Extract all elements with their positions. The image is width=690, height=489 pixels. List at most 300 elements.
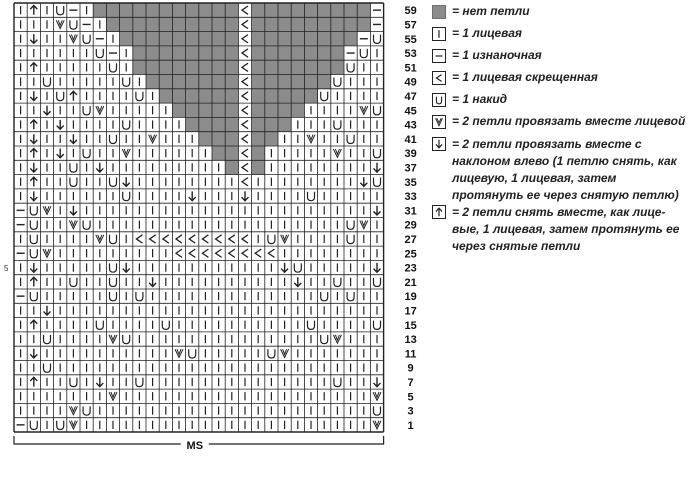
cell-yarn-over-r43c9 bbox=[123, 120, 130, 129]
cell-k2tog-left-r23c9 bbox=[123, 263, 130, 272]
cell-no-stitch-r55c25 bbox=[331, 32, 344, 46]
cell-k2tog-left-r21c11 bbox=[149, 277, 156, 286]
cell-no-stitch-r51c14 bbox=[186, 60, 199, 74]
cell-no-stitch-r49c20 bbox=[265, 75, 278, 89]
cell-yarn-over-r55c28 bbox=[374, 35, 381, 44]
cell-k2tog-left-r23c21 bbox=[281, 263, 288, 272]
cell-no-stitch-r47c15 bbox=[199, 89, 212, 103]
cell-no-stitch-r45c16 bbox=[212, 103, 225, 117]
cell-no-stitch-r49c19 bbox=[252, 75, 265, 89]
cell-no-stitch-r47c14 bbox=[186, 89, 199, 103]
cell-no-stitch-r59c11 bbox=[146, 3, 159, 17]
cell-no-stitch-r59c9 bbox=[120, 3, 133, 17]
cell-k2tog-r41c11 bbox=[149, 135, 157, 143]
legend-label-k2tog-left: = 2 петли провязать вместе с наклоном влево (1 петлю снять, как лицевую, 1 лицевая, затем протянуть ее через снятую петлю) bbox=[452, 137, 679, 202]
cell-no-stitch-r57c8 bbox=[106, 17, 119, 31]
cell-k2tog-left-r55c2 bbox=[30, 34, 37, 43]
cell-yarn-over-r47c4 bbox=[57, 92, 64, 101]
cell-knit-tbl-r25c15 bbox=[202, 249, 208, 257]
cell-k2tog-r41c23 bbox=[307, 135, 315, 143]
cell-no-stitch-r51c10 bbox=[133, 60, 146, 74]
cell-k2tog-r3c5 bbox=[69, 406, 77, 414]
cell-yarn-over-r19c10 bbox=[136, 292, 143, 301]
cell-no-stitch-r53c11 bbox=[146, 46, 159, 60]
legend-item-purl bbox=[432, 48, 690, 70]
cell-no-stitch-r51c15 bbox=[199, 60, 212, 74]
cell-no-stitch-r55c14 bbox=[186, 32, 199, 46]
cell-k2tog-left-r11c2 bbox=[30, 349, 37, 358]
cell-no-stitch-r47c22 bbox=[291, 89, 304, 103]
cell-no-stitch-r43c15 bbox=[199, 117, 212, 131]
cell-yarn-over-r21c28 bbox=[374, 278, 381, 287]
cell-knit-tbl-r27c13 bbox=[176, 235, 182, 243]
cell-no-stitch-r45c21 bbox=[278, 103, 291, 117]
cell-yarn-over-r29c2 bbox=[30, 221, 37, 230]
cell-knit-tbl-r27c14 bbox=[189, 235, 195, 243]
cell-yarn-over-r13c24 bbox=[321, 335, 328, 344]
cell-yarn-over-r39c28 bbox=[374, 149, 381, 158]
cell-yarn-over-r21c8 bbox=[110, 278, 117, 287]
cell-no-stitch-r37c19 bbox=[252, 160, 265, 174]
cell-k2tog-r57c4 bbox=[56, 20, 64, 28]
cell-no-stitch-r57c10 bbox=[133, 17, 146, 31]
cell-no-stitch-r59c12 bbox=[159, 3, 172, 17]
cell-no-stitch-r53c19 bbox=[252, 46, 265, 60]
cell-knit-tbl-r25c20 bbox=[268, 249, 274, 257]
no-stitch-icon bbox=[432, 5, 446, 19]
cell-yarn-over-r43c25 bbox=[334, 120, 341, 129]
cell-no-stitch-r59c22 bbox=[291, 3, 304, 17]
cell-yarn-over-r49c3 bbox=[44, 78, 51, 87]
cell-k2tog-r1c28 bbox=[373, 421, 381, 429]
cell-k2tog-r5c28 bbox=[373, 392, 381, 400]
cell-no-stitch-r41c19 bbox=[252, 132, 265, 146]
cell-knit-tbl-r49c18 bbox=[242, 78, 248, 86]
cell-no-stitch-r47c21 bbox=[278, 89, 291, 103]
cell-knit-tbl-r35c18 bbox=[242, 178, 248, 186]
cell-yarn-over-r7c5 bbox=[70, 378, 77, 387]
cell-yarn-over-r25c2 bbox=[30, 249, 37, 258]
cell-no-stitch-r51c16 bbox=[212, 60, 225, 74]
cell-yarn-over-r15c12 bbox=[162, 321, 169, 330]
cell-yarn-over-r27c2 bbox=[30, 235, 37, 244]
cell-yarn-over-r33c23 bbox=[308, 192, 315, 201]
cell-no-stitch-r55c12 bbox=[159, 32, 172, 46]
cell-no-stitch-r57c12 bbox=[159, 17, 172, 31]
cell-yarn-over-r21c5 bbox=[70, 278, 77, 287]
cell-k2tog-left-r45c3 bbox=[44, 106, 51, 115]
cell-no-stitch-r45c13 bbox=[172, 103, 185, 117]
cell-knit-tbl-r27c17 bbox=[229, 235, 235, 243]
cell-sk2p-r47c5 bbox=[70, 91, 77, 100]
cell-yarn-over-r13c9 bbox=[123, 335, 130, 344]
cell-knit-tbl-r25c14 bbox=[189, 249, 195, 257]
legend-item-knit bbox=[432, 26, 690, 48]
cell-yarn-over-r45c28 bbox=[374, 106, 381, 115]
row-number-53: 53 bbox=[404, 48, 417, 61]
cell-no-stitch-r45c19 bbox=[252, 103, 265, 117]
cell-no-stitch-r59c27 bbox=[357, 3, 370, 17]
cell-yarn-over-r33c9 bbox=[123, 192, 130, 201]
cell-no-stitch-r53c23 bbox=[304, 46, 317, 60]
cell-sk2p-r43c2 bbox=[30, 120, 37, 129]
k2tog-left-icon bbox=[432, 137, 446, 151]
row-number-33: 33 bbox=[404, 191, 417, 204]
cell-no-stitch-r51c17 bbox=[225, 60, 238, 74]
cell-yarn-over-r45c6 bbox=[83, 106, 90, 115]
cell-no-stitch-r59c26 bbox=[344, 3, 357, 17]
cell-k2tog-left-r31c5 bbox=[70, 206, 77, 215]
cell-yarn-over-r51c26 bbox=[347, 63, 354, 72]
cell-k2tog-left-r33c14 bbox=[189, 191, 196, 200]
cell-yarn-over-r7c10 bbox=[136, 378, 143, 387]
cell-no-stitch-r53c12 bbox=[159, 46, 172, 60]
cell-yarn-over-r39c6 bbox=[83, 149, 90, 158]
cell-yarn-over-r27c20 bbox=[268, 235, 275, 244]
cell-no-stitch-r57c27 bbox=[357, 17, 370, 31]
cell-yarn-over-r11c20 bbox=[268, 349, 275, 358]
cell-yarn-over-r15c23 bbox=[308, 321, 315, 330]
cell-k2tog-r27c21 bbox=[281, 235, 289, 243]
cell-no-stitch-r43c21 bbox=[278, 117, 291, 131]
legend-item-k2tog-left bbox=[432, 136, 690, 204]
cell-no-stitch-r57c25 bbox=[331, 17, 344, 31]
cell-k2tog-left-r35c27 bbox=[360, 177, 367, 186]
cell-no-stitch-r43c19 bbox=[252, 117, 265, 131]
row-number-3: 3 bbox=[407, 405, 414, 418]
cell-knit-tbl-r51c18 bbox=[242, 63, 248, 71]
cell-no-stitch-r53c16 bbox=[212, 46, 225, 60]
cell-k2tog-r39c9 bbox=[122, 149, 130, 157]
cell-knit-tbl-r41c18 bbox=[242, 135, 248, 143]
cell-no-stitch-r57c17 bbox=[225, 17, 238, 31]
cell-no-stitch-r59c13 bbox=[172, 3, 185, 17]
cell-k2tog-r55c5 bbox=[69, 35, 77, 43]
cell-k2tog-r25c3 bbox=[43, 249, 51, 257]
row-number-37: 37 bbox=[404, 162, 417, 175]
cell-yarn-over-r19c2 bbox=[30, 292, 37, 301]
cell-k2tog-r45c7 bbox=[96, 106, 104, 114]
cell-k2tog-left-r31c28 bbox=[374, 206, 381, 215]
cell-k2tog-r29c5 bbox=[69, 221, 77, 229]
cell-no-stitch-r49c22 bbox=[291, 75, 304, 89]
row-number-5: 5 bbox=[407, 391, 414, 404]
cell-no-stitch-r51c23 bbox=[304, 60, 317, 74]
cell-no-stitch-r59c17 bbox=[225, 3, 238, 17]
cell-no-stitch-r49c11 bbox=[146, 75, 159, 89]
cell-knit-tbl-r47c18 bbox=[242, 92, 248, 100]
row-number-59: 59 bbox=[404, 5, 417, 18]
cell-k2tog-r11c21 bbox=[281, 349, 289, 357]
cell-sk2p-r51c2 bbox=[30, 63, 37, 72]
cell-knit-tbl-r55c18 bbox=[242, 35, 248, 43]
cell-no-stitch-r55c16 bbox=[212, 32, 225, 46]
cell-no-stitch-r59c21 bbox=[278, 3, 291, 17]
cell-knit-tbl-r53c18 bbox=[242, 49, 248, 57]
row-number-7: 7 bbox=[407, 376, 414, 389]
cell-no-stitch-r45c22 bbox=[291, 103, 304, 117]
cell-yarn-over-r55c6 bbox=[83, 35, 90, 44]
cell-no-stitch-r57c22 bbox=[291, 17, 304, 31]
cell-yarn-over-r57c5 bbox=[70, 20, 77, 29]
cell-k2tog-left-r35c9 bbox=[123, 177, 130, 186]
cell-no-stitch-r49c15 bbox=[199, 75, 212, 89]
knit-tbl-icon bbox=[432, 71, 446, 85]
row-number-51: 51 bbox=[404, 62, 417, 75]
knit-icon bbox=[432, 27, 446, 41]
cell-no-stitch-r57c21 bbox=[278, 17, 291, 31]
row-number-23: 23 bbox=[404, 262, 417, 275]
cell-no-stitch-r59c19 bbox=[252, 3, 265, 17]
cell-no-stitch-r47c23 bbox=[304, 89, 317, 103]
cell-knit-tbl-r45c18 bbox=[242, 106, 248, 114]
cell-no-stitch-r45c15 bbox=[199, 103, 212, 117]
cell-k2tog-left-r43c4 bbox=[57, 120, 64, 129]
cell-no-stitch-r59c10 bbox=[133, 3, 146, 17]
cell-yarn-over-r1c4 bbox=[57, 421, 64, 430]
cell-no-stitch-r47c12 bbox=[159, 89, 172, 103]
cell-yarn-over-r23c22 bbox=[294, 263, 301, 272]
cell-k2tog-left-r37c2 bbox=[30, 163, 37, 172]
row-number-25: 25 bbox=[404, 248, 417, 261]
row-number-39: 39 bbox=[404, 148, 417, 161]
cell-sk2p-r35c2 bbox=[30, 177, 37, 186]
cell-no-stitch-r55c24 bbox=[318, 32, 331, 46]
cell-k2tog-left-r23c28 bbox=[374, 263, 381, 272]
cell-yarn-over-r19c26 bbox=[347, 292, 354, 301]
cell-yarn-over-r7c25 bbox=[334, 378, 341, 387]
cell-no-stitch-r47c17 bbox=[225, 89, 238, 103]
cell-sk2p-r21c2 bbox=[30, 277, 37, 286]
cell-no-stitch-r55c17 bbox=[225, 32, 238, 46]
cell-yarn-over-r49c9 bbox=[123, 78, 130, 87]
cell-yarn-over-r49c25 bbox=[334, 78, 341, 87]
row-number-47: 47 bbox=[404, 90, 417, 103]
legend-label-knit-tbl: = 1 лицевая скрещенная bbox=[452, 70, 598, 84]
cell-k2tog-left-r39c4 bbox=[57, 149, 64, 158]
cell-k2tog-r31c3 bbox=[43, 206, 51, 214]
cell-no-stitch-r59c16 bbox=[212, 3, 225, 17]
cell-no-stitch-r57c26 bbox=[344, 17, 357, 31]
cell-yarn-over-r53c7 bbox=[96, 49, 103, 58]
row-number-31: 31 bbox=[404, 205, 417, 218]
cell-no-stitch-r49c23 bbox=[304, 75, 317, 89]
cell-no-stitch-r57c9 bbox=[120, 17, 133, 31]
cell-no-stitch-r45c17 bbox=[225, 103, 238, 117]
cell-k2tog-left-r37c7 bbox=[96, 163, 103, 172]
cell-k2tog-r29c27 bbox=[360, 221, 368, 229]
legend-label-k2tog: = 2 петли провязать вместе лицевой bbox=[452, 114, 686, 128]
row-number-17: 17 bbox=[404, 305, 417, 318]
cell-knit-tbl-r25c19 bbox=[255, 249, 261, 257]
row-number-35: 35 bbox=[404, 176, 417, 189]
cell-no-stitch-r53c14 bbox=[186, 46, 199, 60]
cell-k2tog-left-r7c7 bbox=[96, 377, 103, 386]
row-number-21: 21 bbox=[404, 276, 417, 289]
cell-no-stitch-r57c24 bbox=[318, 17, 331, 31]
row-number-45: 45 bbox=[404, 105, 417, 118]
legend-label-knit: = 1 лицевая bbox=[452, 26, 522, 40]
cell-k2tog-left-r41c5 bbox=[70, 134, 77, 143]
cell-k2tog-left-r21c22 bbox=[294, 277, 301, 286]
cell-no-stitch-r59c8 bbox=[106, 3, 119, 17]
cell-no-stitch-r59c23 bbox=[304, 3, 317, 17]
cell-no-stitch-r55c13 bbox=[172, 32, 185, 46]
cell-no-stitch-r59c25 bbox=[331, 3, 344, 17]
cell-k2tog-r27c7 bbox=[96, 235, 104, 243]
cell-no-stitch-r55c11 bbox=[146, 32, 159, 46]
cell-knit-tbl-r25c13 bbox=[176, 249, 182, 257]
cell-no-stitch-r51c13 bbox=[172, 60, 185, 74]
cell-knit-tbl-r27c18 bbox=[242, 235, 248, 243]
cell-no-stitch-r47c16 bbox=[212, 89, 225, 103]
row-number-1: 1 bbox=[407, 419, 414, 432]
cell-no-stitch-r51c21 bbox=[278, 60, 291, 74]
cell-no-stitch-r47c13 bbox=[172, 89, 185, 103]
cell-k2tog-r11c13 bbox=[175, 349, 183, 357]
cell-knit-tbl-r43c18 bbox=[242, 120, 248, 128]
cell-no-stitch-r49c12 bbox=[159, 75, 172, 89]
cell-k2tog-r39c25 bbox=[333, 149, 341, 157]
cell-knit-tbl-r27c11 bbox=[150, 235, 156, 243]
cell-k2tog-r1c5 bbox=[69, 421, 77, 429]
row-number-15: 15 bbox=[404, 319, 417, 332]
legend-item-yarn-over bbox=[432, 92, 690, 114]
cell-knit-tbl-r27c10 bbox=[136, 235, 142, 243]
cell-yarn-over-r27c26 bbox=[347, 235, 354, 244]
cell-no-stitch-r41c20 bbox=[265, 132, 278, 146]
legend-item-k2tog bbox=[432, 114, 690, 136]
legend-label-sk2p: = 2 петли снять вместе, как лице-вые, 1 лицевая, затем протянуть ее через снятые петли bbox=[452, 205, 680, 253]
legend bbox=[432, 4, 690, 255]
cell-knit-tbl-r25c17 bbox=[229, 249, 235, 257]
cell-k2tog-left-r33c2 bbox=[30, 191, 37, 200]
cell-no-stitch-r47c20 bbox=[265, 89, 278, 103]
cell-no-stitch-r57c16 bbox=[212, 17, 225, 31]
cell-yarn-over-r19c24 bbox=[321, 292, 328, 301]
cell-knit-tbl-r57c18 bbox=[242, 20, 248, 28]
cell-no-stitch-r59c20 bbox=[265, 3, 278, 17]
cell-knit-tbl-r25c18 bbox=[242, 249, 248, 257]
cell-no-stitch-r57c20 bbox=[265, 17, 278, 31]
row-number-49: 49 bbox=[404, 76, 417, 89]
cell-no-stitch-r39c16 bbox=[212, 146, 225, 160]
legend-item-sk2p bbox=[432, 204, 690, 255]
cell-no-stitch-r53c17 bbox=[225, 46, 238, 60]
cell-knit-tbl-r37c18 bbox=[242, 163, 248, 171]
cell-no-stitch-r53c10 bbox=[133, 46, 146, 60]
cell-no-stitch-r39c19 bbox=[252, 146, 265, 160]
cell-k2tog-left-r47c2 bbox=[30, 91, 37, 100]
cell-no-stitch-r57c11 bbox=[146, 17, 159, 31]
yarn-over-icon bbox=[432, 93, 446, 107]
cell-no-stitch-r55c20 bbox=[265, 32, 278, 46]
cell-no-stitch-r59c7 bbox=[93, 3, 106, 17]
cell-yarn-over-r23c8 bbox=[110, 263, 117, 272]
cell-k2tog-left-r41c2 bbox=[30, 134, 37, 143]
cell-yarn-over-r35c8 bbox=[110, 178, 117, 187]
cell-no-stitch-r57c23 bbox=[304, 17, 317, 31]
cell-no-stitch-r43c16 bbox=[212, 117, 225, 131]
cell-yarn-over-r41c8 bbox=[110, 135, 117, 144]
cell-yarn-over-r37c5 bbox=[70, 163, 77, 172]
cell-no-stitch-r49c16 bbox=[212, 75, 225, 89]
cell-k2tog-r5c8 bbox=[109, 392, 117, 400]
left-side-number: 5 bbox=[4, 264, 9, 273]
cell-no-stitch-r53c15 bbox=[199, 46, 212, 60]
cell-no-stitch-r41c16 bbox=[212, 132, 225, 146]
cell-sk2p-r59c2 bbox=[30, 6, 37, 15]
cell-yarn-over-r3c6 bbox=[83, 406, 90, 415]
cell-k2tog-r45c27 bbox=[360, 106, 368, 114]
cell-no-stitch-r53c25 bbox=[331, 46, 344, 60]
cell-no-stitch-r55c26 bbox=[344, 32, 357, 46]
cell-yarn-over-r13c3 bbox=[44, 335, 51, 344]
cell-no-stitch-r41c17 bbox=[225, 132, 238, 146]
row-number-19: 19 bbox=[404, 291, 417, 304]
cell-yarn-over-r35c5 bbox=[70, 178, 77, 187]
row-number-41: 41 bbox=[404, 133, 417, 146]
cell-no-stitch-r45c20 bbox=[265, 103, 278, 117]
bottom-label-ms: MS bbox=[186, 440, 204, 452]
cell-no-stitch-r49c14 bbox=[186, 75, 199, 89]
cell-sk2p-r15c2 bbox=[30, 320, 37, 329]
cell-no-stitch-r53c22 bbox=[291, 46, 304, 60]
row-number-27: 27 bbox=[404, 233, 417, 246]
cell-yarn-over-r27c8 bbox=[110, 235, 117, 244]
cell-yarn-over-r3c28 bbox=[374, 406, 381, 415]
row-number-11: 11 bbox=[404, 348, 417, 361]
cell-no-stitch-r51c20 bbox=[265, 60, 278, 74]
cell-no-stitch-r47c19 bbox=[252, 89, 265, 103]
cell-no-stitch-r51c19 bbox=[252, 60, 265, 74]
cell-knit-tbl-r25c16 bbox=[216, 249, 222, 257]
row-number-43: 43 bbox=[404, 119, 417, 132]
cell-no-stitch-r53c13 bbox=[172, 46, 185, 60]
cell-no-stitch-r55c19 bbox=[252, 32, 265, 46]
purl-icon bbox=[432, 49, 446, 63]
k2tog-icon bbox=[432, 115, 446, 129]
cell-no-stitch-r55c22 bbox=[291, 32, 304, 46]
cell-no-stitch-r51c24 bbox=[318, 60, 331, 74]
cell-yarn-over-r19c8 bbox=[110, 292, 117, 301]
cell-no-stitch-r49c24 bbox=[318, 75, 331, 89]
cell-sk2p-r39c2 bbox=[30, 149, 37, 158]
cell-no-stitch-r53c21 bbox=[278, 46, 291, 60]
cell-yarn-over-r47c10 bbox=[136, 92, 143, 101]
cell-yarn-over-r53c27 bbox=[360, 49, 367, 58]
cell-no-stitch-r49c13 bbox=[172, 75, 185, 89]
cell-knit-tbl-r27c12 bbox=[163, 235, 169, 243]
cell-no-stitch-r51c22 bbox=[291, 60, 304, 74]
cell-no-stitch-r45c14 bbox=[186, 103, 199, 117]
cell-no-stitch-r59c15 bbox=[199, 3, 212, 17]
cell-no-stitch-r57c19 bbox=[252, 17, 265, 31]
cell-knit-tbl-r59c18 bbox=[242, 6, 248, 14]
cell-yarn-over-r29c6 bbox=[83, 221, 90, 230]
cell-yarn-over-r35c28 bbox=[374, 178, 381, 187]
cell-yarn-over-r31c2 bbox=[30, 206, 37, 215]
cell-knit-tbl-r27c16 bbox=[216, 235, 222, 243]
legend-item-no-stitch bbox=[432, 4, 690, 26]
cell-yarn-over-r29c26 bbox=[347, 221, 354, 230]
legend-label-no-stitch: = нет петли bbox=[452, 4, 530, 18]
cell-no-stitch-r55c23 bbox=[304, 32, 317, 46]
cell-k2tog-left-r17c3 bbox=[44, 306, 51, 315]
cell-yarn-over-r47c24 bbox=[321, 92, 328, 101]
cell-no-stitch-r59c14 bbox=[186, 3, 199, 17]
cell-sk2p-r7c2 bbox=[30, 377, 37, 386]
